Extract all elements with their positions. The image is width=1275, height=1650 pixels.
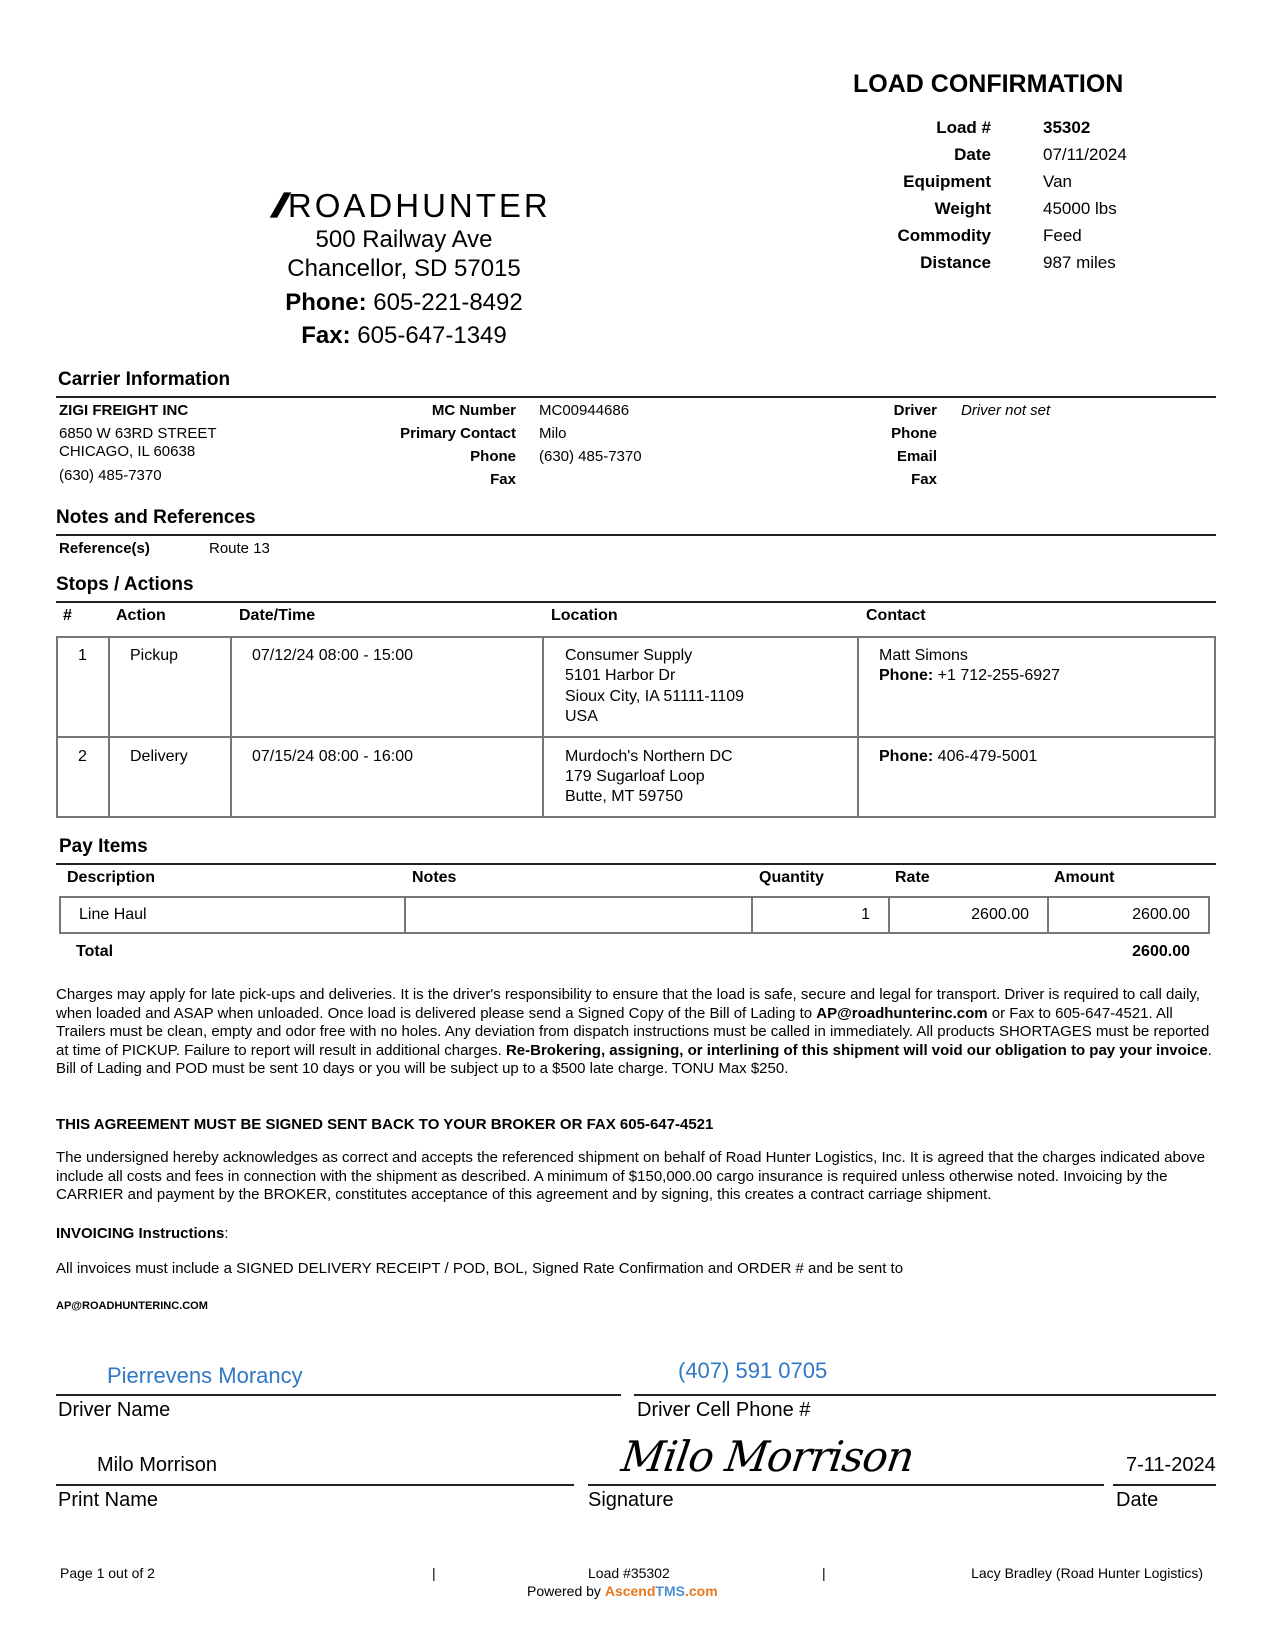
- stop-location-line: 5101 Harbor Dr: [565, 667, 676, 684]
- meta-label-commodity: Commodity: [897, 226, 991, 245]
- meta-value-distance: 987 miles: [1043, 253, 1116, 272]
- reference-label: Reference(s): [59, 540, 150, 557]
- stop-location-line: USA: [565, 708, 598, 725]
- stop-contact-phone-value: +1 712-255-6927: [933, 667, 1060, 684]
- logo-slash-mark: //: [269, 186, 284, 225]
- footer-powered-by: [527, 1583, 718, 1599]
- pay-description: Line Haul: [59, 896, 406, 934]
- driver-email-label: Email: [896, 448, 937, 465]
- document-title: LOAD CONFIRMATION: [853, 70, 1124, 98]
- primary-contact-value: Milo: [539, 425, 567, 442]
- company-phone-value: 605-221-8492: [366, 289, 523, 316]
- mc-number-value: MC00944686: [539, 402, 630, 419]
- driver-fax-label: Fax: [911, 471, 937, 488]
- carrier-city: CHICAGO, IL 60638: [59, 443, 196, 460]
- meta-value-commodity: Feed: [1043, 226, 1082, 245]
- brand-ascend: Ascend: [604, 1583, 656, 1599]
- carrier-phone: (630) 485-7370: [59, 467, 162, 484]
- stops-header-action: Action: [116, 607, 166, 624]
- pay-header-description: Description: [67, 869, 156, 886]
- company-fax-value: 605-647-1349: [350, 322, 507, 349]
- driver-name-value[interactable]: Pierrevens Morancy: [107, 1363, 303, 1388]
- driver-phone-label: Driver Cell Phone #: [637, 1399, 811, 1421]
- stops-header-num: #: [63, 607, 72, 624]
- mc-number-label: MC Number: [431, 402, 516, 419]
- driver-name-line: [56, 1394, 621, 1396]
- stop-location-line: Murdoch's Northern DC: [565, 748, 733, 765]
- stop-contact-phone: [879, 666, 1060, 686]
- pay-rate: 2600.00: [888, 896, 1049, 934]
- meta-label-load: Load #: [936, 118, 991, 137]
- pay-header-rate: Rate: [895, 869, 930, 886]
- terms-warning: Re-Brokering, assigning, or interlining of this shipment will void our obligation to pay your invoice: [505, 1041, 1208, 1059]
- footer-user: Lacy Bradley (Road Hunter Logistics): [971, 1565, 1203, 1581]
- carrier-phone-label: Phone: [470, 448, 516, 465]
- terms-text: Charges may apply for late pick-ups and deliveries. It is the driver's responsibility to ensure that the load is safe, secure and legal for transport. Driver is required to call daily, when loaded and ASAP when unloaded. Once load is delivered please send a Signed Copy of the Bill of Lading to: [56, 986, 1200, 1022]
- primary-contact-label: Primary Contact: [400, 425, 516, 442]
- footer-separator: |: [432, 1565, 436, 1581]
- stops-section-title: Stops / Actions: [56, 574, 194, 595]
- company-phone: [244, 289, 564, 317]
- invoicing-heading: [56, 1225, 1216, 1244]
- stop-datetime: 07/15/24 08:00 - 16:00: [252, 748, 414, 765]
- footer-separator: |: [822, 1565, 826, 1581]
- column-divider: [542, 736, 544, 818]
- pay-header-quantity: Quantity: [759, 869, 824, 886]
- powered-by-text: Powered by: [527, 1583, 605, 1599]
- print-name-value[interactable]: Milo Morrison: [97, 1454, 218, 1476]
- meta-value-date: 07/11/2024: [1043, 145, 1127, 164]
- stop-location-line: Butte, MT 59750: [565, 788, 683, 805]
- driver-value: Driver not set: [961, 402, 1051, 419]
- print-name-label: Print Name: [58, 1489, 159, 1511]
- pay-notes: [404, 896, 753, 934]
- terms-email: AP@roadhunterinc.com: [816, 1004, 988, 1022]
- pay-total-value: 2600.00: [1132, 943, 1190, 960]
- meta-label-equipment: Equipment: [903, 172, 991, 191]
- company-address-line2: Chancellor, SD 57015: [287, 255, 521, 282]
- column-divider: [108, 636, 110, 738]
- date-line: [1113, 1484, 1216, 1486]
- pay-total-label: Total: [76, 943, 114, 960]
- column-divider: [108, 736, 110, 818]
- stop-location-line: Sioux City, IA 51111-1109: [565, 688, 745, 705]
- pay-header-amount: Amount: [1054, 869, 1115, 886]
- carrier-section-title: Carrier Information: [58, 369, 231, 390]
- stop-contact-phone-value: 406-479-5001: [933, 748, 1038, 765]
- terms-text: or Fax to 605-647-4521. All Trailers must be clean, empty and odor free with no holes. Any deviation from dispatch instructions must be called in immediately. All products SHORTAGES must be reported at time of PICKUP. Failure to report will result in additional charges.: [56, 1004, 1210, 1059]
- stops-header-contact: Contact: [866, 607, 926, 624]
- invoicing-label: INVOICING Instructions: [56, 1225, 225, 1242]
- carrier-fax-label: Fax: [490, 471, 516, 488]
- pay-quantity: 1: [751, 896, 890, 934]
- stops-rule: [56, 601, 1216, 603]
- stop-contact-phone-label: Phone:: [879, 667, 934, 684]
- signature-line: [588, 1484, 1104, 1486]
- stops-header-location: Location: [551, 607, 618, 624]
- brand-tms: TMS: [655, 1583, 685, 1599]
- meta-label-date: Date: [954, 145, 991, 164]
- driver-phone-line: [634, 1394, 1216, 1396]
- reference-value: Route 13: [209, 540, 270, 557]
- invoicing-text: All invoices must include a SIGNED DELIVERY RECEIPT / POD, BOL, Signed Rate Confirmation and ORDER # and be sent to: [56, 1260, 904, 1277]
- driver-phone-label: Phone: [891, 425, 937, 442]
- meta-value-weight: 45000 lbs: [1043, 199, 1117, 218]
- column-divider: [542, 636, 544, 738]
- company-logo: [269, 186, 551, 225]
- notes-section-title: Notes and References: [56, 507, 256, 528]
- company-phone-label: Phone:: [285, 289, 367, 316]
- terms-text: . Bill of Lading and POD must be sent 10 days or you will be subject up to a $500 late charge. TONU Max $250.: [56, 1041, 1212, 1077]
- agreement-heading: THIS AGREEMENT MUST BE SIGNED SENT BACK TO YOUR BROKER OR FAX 605-647-4521: [56, 1116, 714, 1133]
- stop-num: 2: [78, 748, 87, 765]
- column-divider: [230, 636, 232, 738]
- footer-page: Page 1 out of 2: [60, 1565, 155, 1581]
- driver-label: Driver: [893, 402, 937, 419]
- footer-load: Load #35302: [588, 1565, 670, 1581]
- pay-rule: [56, 863, 1216, 865]
- stops-header-datetime: Date/Time: [239, 607, 316, 624]
- meta-value-equipment: Van: [1043, 172, 1072, 191]
- column-divider: [857, 736, 859, 818]
- logo-wordmark: ROADHUNTER: [287, 187, 551, 224]
- column-divider: [857, 636, 859, 738]
- carrier-rule: [56, 396, 1216, 398]
- meta-label-distance: Distance: [920, 253, 991, 272]
- column-divider: [230, 736, 232, 818]
- invoicing-colon: :: [224, 1225, 229, 1242]
- stop-location-line: 179 Sugarloaf Loop: [565, 768, 705, 785]
- print-name-line: [56, 1484, 574, 1486]
- stop-action: Pickup: [130, 647, 179, 664]
- acknowledgement-paragraph: The undersigned hereby acknowledges as correct and accepts the referenced shipment on behalf of Road Hunter Logistics, Inc. It is agreed that the charges indicated above include all costs and fees in connection with the shipment as described. A minimum of $150,000.00 cargo insurance is required unless otherwise noted. Invoicing by the CARRIER and payment by the BROKER, constitutes acceptance of this agreement and by signing, this creates a contract carriage shipment.: [56, 1149, 1206, 1203]
- stop-num: 1: [78, 647, 87, 664]
- signature-image[interactable]: Milo Morrison: [618, 1432, 917, 1481]
- driver-name-label: Driver Name: [58, 1399, 171, 1421]
- carrier-name: ZIGI FREIGHT INC: [59, 402, 189, 419]
- terms-paragraph: [56, 986, 1216, 1079]
- company-address-line1: 500 Railway Ave: [315, 226, 493, 253]
- date-value[interactable]: 7-11-2024: [1126, 1454, 1216, 1476]
- driver-phone-value[interactable]: (407) 591 0705: [678, 1358, 828, 1383]
- meta-label-weight: Weight: [934, 199, 991, 218]
- pay-header-notes: Notes: [412, 869, 457, 886]
- notes-rule: [56, 534, 1216, 536]
- stop-contact-phone: [879, 747, 1037, 767]
- meta-value-load: 35302: [1043, 118, 1091, 137]
- stop-location-line: Consumer Supply: [565, 647, 693, 664]
- company-fax-label: Fax:: [301, 322, 351, 349]
- brand-com: .com: [684, 1583, 718, 1599]
- pay-section-title: Pay Items: [59, 836, 148, 857]
- signature-label: Signature: [588, 1489, 674, 1511]
- invoicing-email: AP@ROADHUNTERINC.COM: [56, 1300, 208, 1312]
- pay-amount: 2600.00: [1047, 896, 1210, 934]
- carrier-phone-value: (630) 485-7370: [539, 448, 642, 465]
- stop-contact-name: Matt Simons: [879, 647, 968, 664]
- carrier-street: 6850 W 63RD STREET: [59, 425, 217, 442]
- stop-action: Delivery: [130, 748, 188, 765]
- date-label: Date: [1116, 1489, 1159, 1511]
- stop-datetime: 07/12/24 08:00 - 15:00: [252, 647, 414, 664]
- company-fax: [244, 322, 564, 350]
- stop-contact-phone-label: Phone:: [879, 748, 934, 765]
